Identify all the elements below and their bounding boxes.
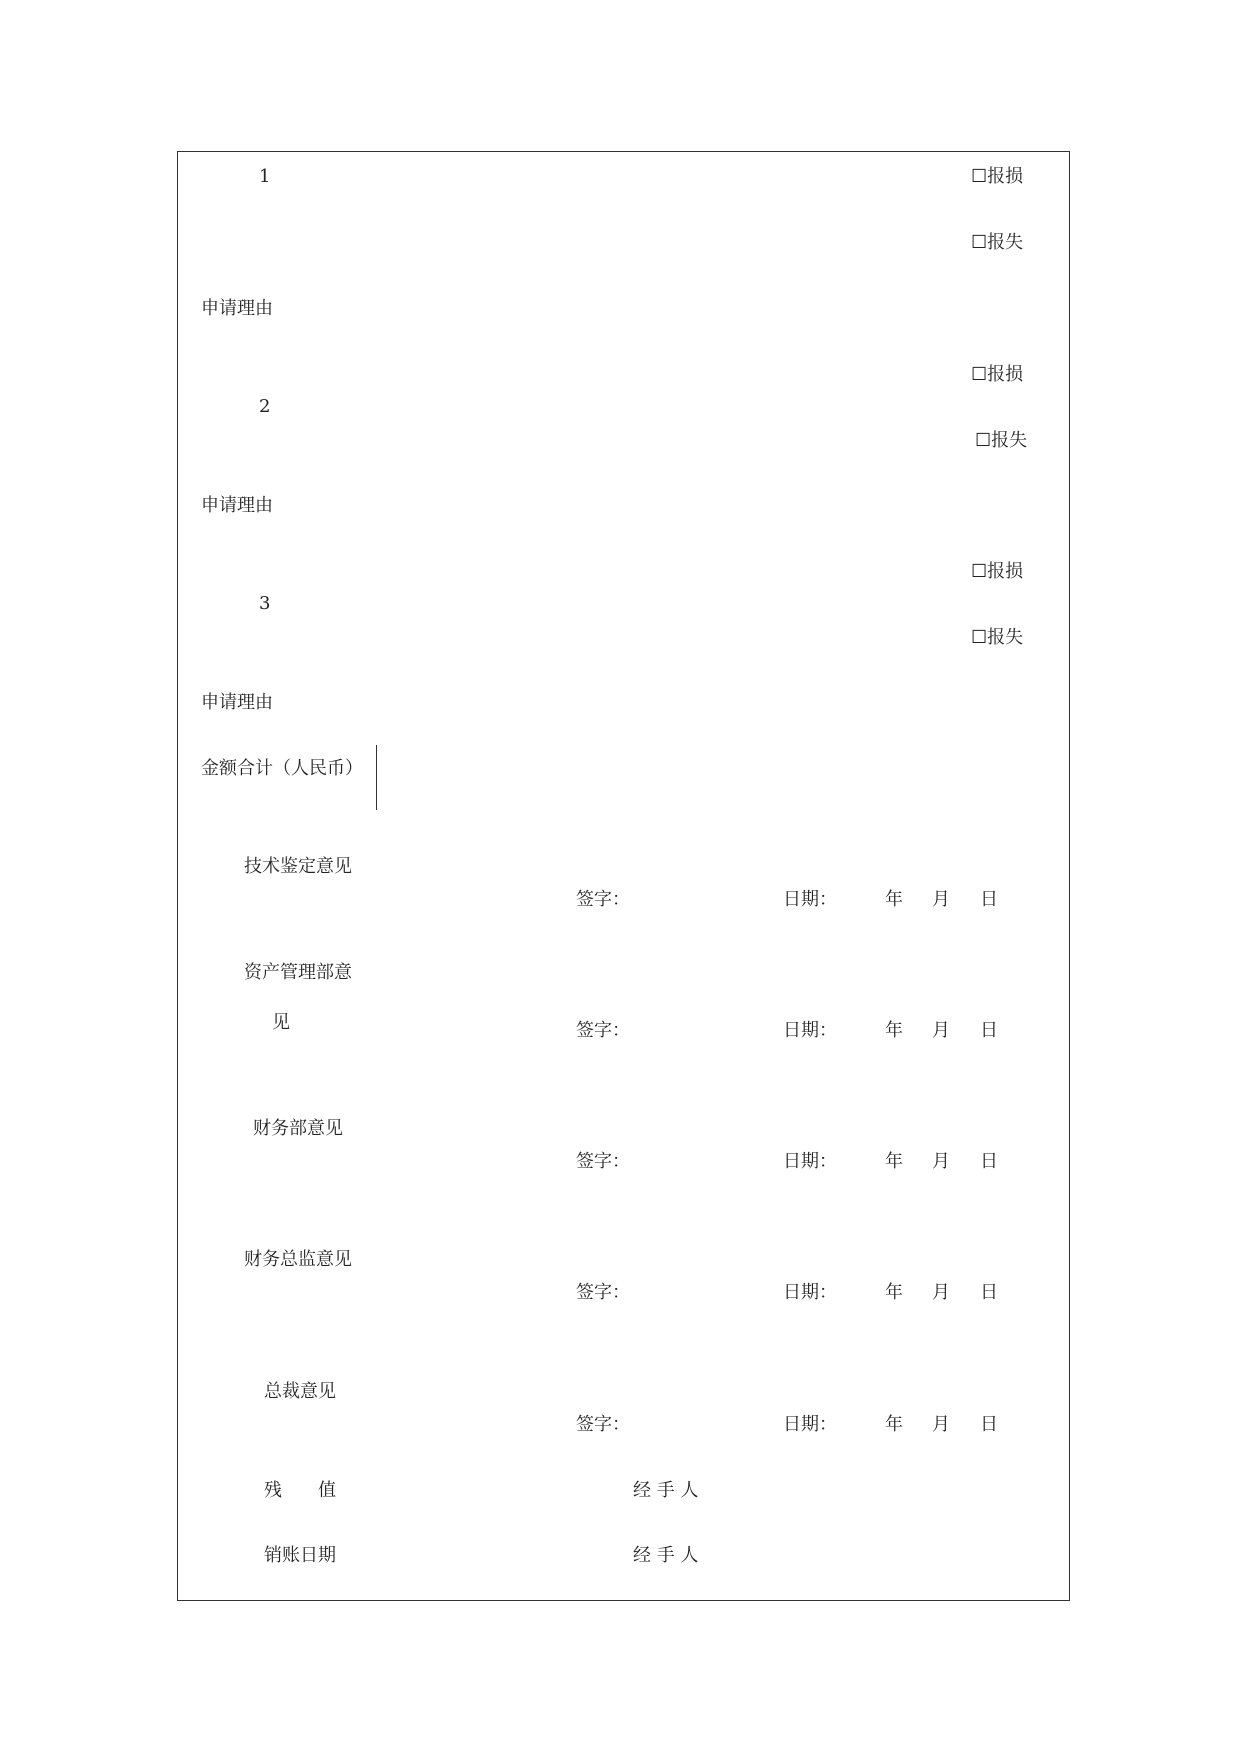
month-label: 月 xyxy=(932,1151,950,1172)
reason-label: 申请理由 xyxy=(201,298,273,319)
handler-label: 经 手 人 xyxy=(633,1545,699,1566)
year-label: 年 xyxy=(885,1020,903,1041)
day-label: 日 xyxy=(980,1414,998,1435)
date-label: 日期： xyxy=(783,1151,837,1172)
day-label: 日 xyxy=(980,1282,998,1303)
sign-label: 签字： xyxy=(576,1020,630,1041)
date-label: 日期： xyxy=(783,889,837,910)
sign-label: 签字： xyxy=(576,889,630,910)
opinion-label: 总裁意见 xyxy=(264,1381,336,1402)
checkbox-damage[interactable]: ☐报损 xyxy=(971,364,1024,385)
reason-label: 申请理由 xyxy=(201,692,273,713)
checkbox-loss[interactable]: ☐报失 xyxy=(971,627,1024,648)
opinion-label: 财务部意见 xyxy=(253,1118,343,1139)
item-number: 2 xyxy=(259,396,271,417)
month-label: 月 xyxy=(932,1414,950,1435)
checkbox-damage[interactable]: ☐报损 xyxy=(971,561,1024,582)
date-label: 日期： xyxy=(783,1282,837,1303)
total-cell-divider xyxy=(376,745,377,810)
item-number: 3 xyxy=(259,593,271,614)
checkbox-loss[interactable]: ☐报失 xyxy=(971,232,1024,253)
date-label: 日期： xyxy=(783,1414,837,1435)
handler-label: 经 手 人 xyxy=(633,1480,699,1501)
sign-label: 签字： xyxy=(576,1414,630,1435)
opinion-label: 技术鉴定意见 xyxy=(244,856,352,877)
residual-value-label: 残 值 xyxy=(264,1480,336,1501)
opinion-label-cont: 见 xyxy=(272,1012,290,1033)
month-label: 月 xyxy=(932,1282,950,1303)
year-label: 年 xyxy=(885,1414,903,1435)
day-label: 日 xyxy=(980,1151,998,1172)
opinion-label: 资产管理部意 xyxy=(244,962,352,983)
day-label: 日 xyxy=(980,889,998,910)
day-label: 日 xyxy=(980,1020,998,1041)
total-amount-label: 金额合计（人民币） xyxy=(201,758,363,779)
sign-label: 签字： xyxy=(576,1151,630,1172)
writeoff-date-label: 销账日期 xyxy=(264,1545,336,1566)
year-label: 年 xyxy=(885,1151,903,1172)
year-label: 年 xyxy=(885,1282,903,1303)
checkbox-loss[interactable]: ☐报失 xyxy=(975,430,1028,451)
month-label: 月 xyxy=(932,889,950,910)
date-label: 日期： xyxy=(783,1020,837,1041)
month-label: 月 xyxy=(932,1020,950,1041)
year-label: 年 xyxy=(885,889,903,910)
checkbox-damage[interactable]: ☐报损 xyxy=(971,166,1024,187)
sign-label: 签字： xyxy=(576,1282,630,1303)
reason-label: 申请理由 xyxy=(201,495,273,516)
item-number: 1 xyxy=(259,166,271,187)
opinion-label: 财务总监意见 xyxy=(244,1249,352,1270)
